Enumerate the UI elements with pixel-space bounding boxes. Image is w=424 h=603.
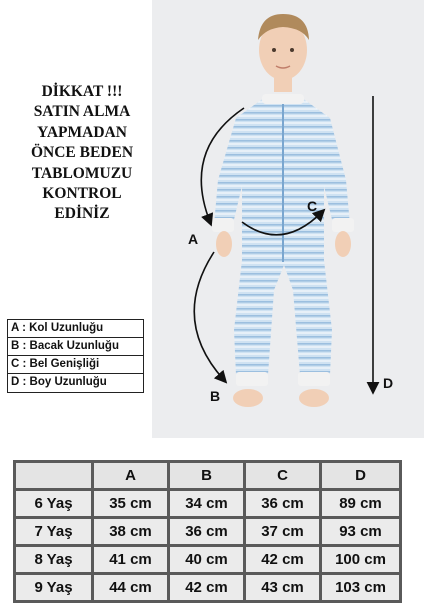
table-cell: 44 cm [93, 574, 169, 602]
header-cell: A [93, 462, 169, 490]
age-cell: 7 Yaş [15, 518, 93, 546]
warning-line: TABLOMUZU [31, 164, 133, 182]
table-header-row [15, 462, 401, 490]
sleepsuit [212, 94, 354, 386]
measurement-legend [7, 319, 144, 393]
table-cell: 103 cm [321, 574, 401, 602]
table-row [15, 490, 401, 518]
table-cell: 100 cm [321, 546, 401, 574]
table-cell: 34 cm [169, 490, 245, 518]
table-cell: 37 cm [245, 518, 321, 546]
label-d: D [383, 375, 394, 391]
legend-item-b: B : Bacak Uzunluğu [8, 338, 143, 356]
child-head [258, 14, 309, 92]
table-row [15, 574, 401, 602]
table-cell: 42 cm [245, 546, 321, 574]
warning-line: EDİNİZ [54, 205, 110, 223]
table-cell: 40 cm [169, 546, 245, 574]
age-cell: 9 Yaş [15, 574, 93, 602]
header-cell: B [169, 462, 245, 490]
table-cell: 89 cm [321, 490, 401, 518]
label-b: B [210, 388, 221, 404]
table-cell: 38 cm [93, 518, 169, 546]
warning-text [8, 82, 156, 225]
table-cell: 42 cm [169, 574, 245, 602]
arrow-b [194, 252, 224, 380]
header-cell [15, 462, 93, 490]
product-photo [152, 0, 424, 438]
warning-line: ÖNCE BEDEN [30, 144, 134, 162]
label-c: C [307, 198, 318, 214]
table-cell: 36 cm [245, 490, 321, 518]
age-cell: 6 Yaş [15, 490, 93, 518]
header-cell: C [245, 462, 321, 490]
child-sleepsuit-illustration [152, 0, 424, 438]
legend-item-a: A : Kol Uzunluğu [8, 320, 143, 338]
legend-item-d: D : Boy Uzunluğu [11, 376, 107, 388]
warning-line: KONTROL [42, 185, 122, 203]
table-cell: 93 cm [321, 518, 401, 546]
legend-item-c: C : Bel Genişliği [8, 356, 143, 374]
warning-line: DİKKAT !!! [41, 83, 123, 100]
label-a: A [188, 231, 199, 247]
table-cell: 43 cm [245, 574, 321, 602]
size-chart-table [13, 460, 402, 603]
header-cell: D [321, 462, 401, 490]
table-row [15, 546, 401, 574]
age-cell: 8 Yaş [15, 546, 93, 574]
warning-line: YAPMADAN [37, 123, 127, 141]
table-row [15, 518, 401, 546]
table-cell: 41 cm [93, 546, 169, 574]
table-cell: 35 cm [93, 490, 169, 518]
warning-line: SATIN ALMA [33, 103, 131, 121]
table-cell: 36 cm [169, 518, 245, 546]
